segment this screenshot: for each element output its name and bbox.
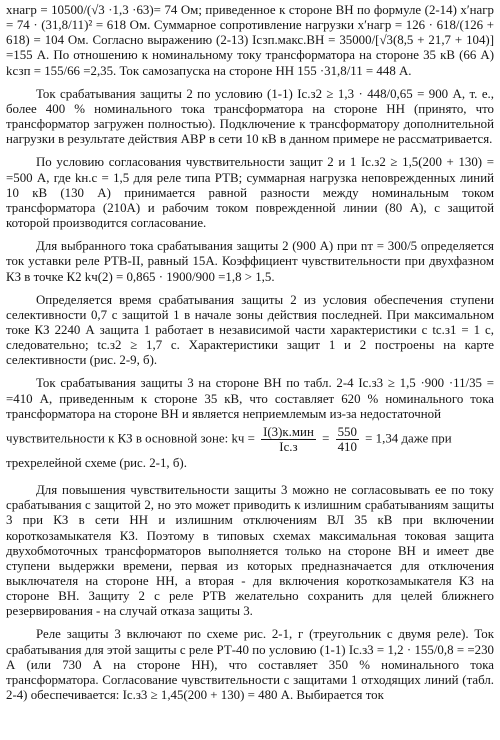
paragraph-sensitivity-coordination: По условию согласования чувствительности защит 2 и 1 Iс.з2 ≥ 1,5(200 + 130) = =500 А, где kн.с = 1,5 для реле типа РТВ; суммарная нагрузка неповрежденных линий 10 кВ (130 А) принимается равной разности между номинальным током трансформатора (210А) и рабочим током поврежденной линии (80 А), с защитой которой производится согласование. <box>6 155 494 231</box>
fraction-denominator: Iс.з <box>279 439 298 454</box>
fraction-numerator: I(3)к.мин <box>263 424 314 439</box>
paragraph-protection-2-current: Ток срабатывания защиты 2 по условию (1-1) Iс.з2 ≥ 1,3 · 448/0,65 = 900 А, т. е., более 400 % номинального тока трансформатора на стороне НН (принято, что трансформатор загружен полностью). Подключение к трансформатору дополнительной нагрузки в результате действия АВР в сети 10 кВ в данном примере не рассматривается. <box>6 86 494 147</box>
paragraph-protection-3-current: Ток срабатывания защиты 3 на стороне ВН по табл. 2-4 Iс.з3 ≥ 1,5 ·900 ·11/35 = =410 А, приведенным к стороне 35 кВ, что составляет 620 % номинального тока трансформатора на стороне ВН и является неприемлемым из-за недостаточной <box>6 376 494 421</box>
paragraph-load-resistance: xнагр = 10500/(√3 ·1,3 ·63)= 74 Ом; приведенное к стороне ВН по формуле (2-14) x′нагр = 74 · (31,8/11)² = 618 Ом. Суммарное сопротивление нагрузки x′нагр = 126 · 618/(126 + 618) = 104 Ом. Согласно выражению (2-13) Iсзп.макс.ВН = 35000/[√3(8,5 + 21,7 + 104)] =155 А. По отношению к номинальному току трансформатора на стороне 35 кВ (66 А) kсзп = 155/66 =2,35. Ток самозапуска на стороне НН 155 ·31,8/11 = 448 А. <box>6 3 494 78</box>
sensitivity-equation <box>6 425 494 454</box>
fraction-current <box>261 425 316 454</box>
equation-tail: = 1,34 даже при <box>365 431 452 446</box>
fraction-numerator-value: 550 <box>337 424 357 439</box>
paragraph-operate-time: Определяется время срабатывания защиты 2 из условия обеспечения ступени селективности 0,7 с защитой 1 в начале зоны действия последней. При максимальном токе КЗ 2240 А защита 1 работает в независимой части характеристики с tс.з1 = 1 с, следовательно; tс.з2 ≥ 1,7 с. Характеристики защит 1 и 2 построены на карте селективности (рис. 2-9, б). <box>6 292 494 368</box>
equation-lead: чувствительности к КЗ в основной зоне: <box>6 431 232 446</box>
equation-k-label: kч = <box>231 431 255 446</box>
paragraph-increase-sensitivity: Для повышения чувствительности защиты 3 можно не согласовывать ее по току срабатывания с защитой 2, но это может приводить к излишним срабатываниям защиты 3 при КЗ в сети НН и излишним отключениям ВЛ 35 кВ при включении короткозамыкателя КЗ. Поэтому в типовых схемах максимальная токовая защита двухобмоточных трансформаторов выполняется только на стороне ВН и имеет две ступени выдержки времени, первая из которых предназначается для отключения выключателя на стороне НН, а вторая - для включения короткозамыкателя КЗ на стороне ВН. Защиту 2 с реле РТВ желательно сохранить для целей ближнего резервирования - на случай отказа защиты 3. <box>6 483 494 619</box>
equation-equals: = <box>322 431 333 446</box>
fraction-values <box>336 425 359 454</box>
paragraph-three-relay-scheme: трехрелейной схеме (рис. 2-1, б). <box>6 455 187 470</box>
paragraph-relay-connection: Реле защиты 3 включают по схеме рис. 2-1, г (треугольник с двумя реле). Ток срабатывания для этой защиты с реле РТ-40 по условию (1-1) Iс.з3 = 1,2 · 155/0,8 = =230 А (или 730 А на стороне НН), что составляет 350 % номинального тока трансформатора. Согласование чувствительности с защитами 1 отходящих линий (табл. 2-4) обеспечивается: Iс.з3 ≥ 1,45(200 + 130) = 480 А. Выбирается ток <box>6 627 494 703</box>
paragraph-relay-setting: Для выбранного тока срабатывания защиты 2 (900 А) при nт = 300/5 определяется ток уставки реле РТВ-II, равный 15А. Коэффициент чувствительности при двухфазном КЗ в точке К2 kч(2) = 0,865 · 1900/900 =1,8 > 1,5. <box>6 239 494 284</box>
fraction-denominator-value: 410 <box>337 439 357 454</box>
